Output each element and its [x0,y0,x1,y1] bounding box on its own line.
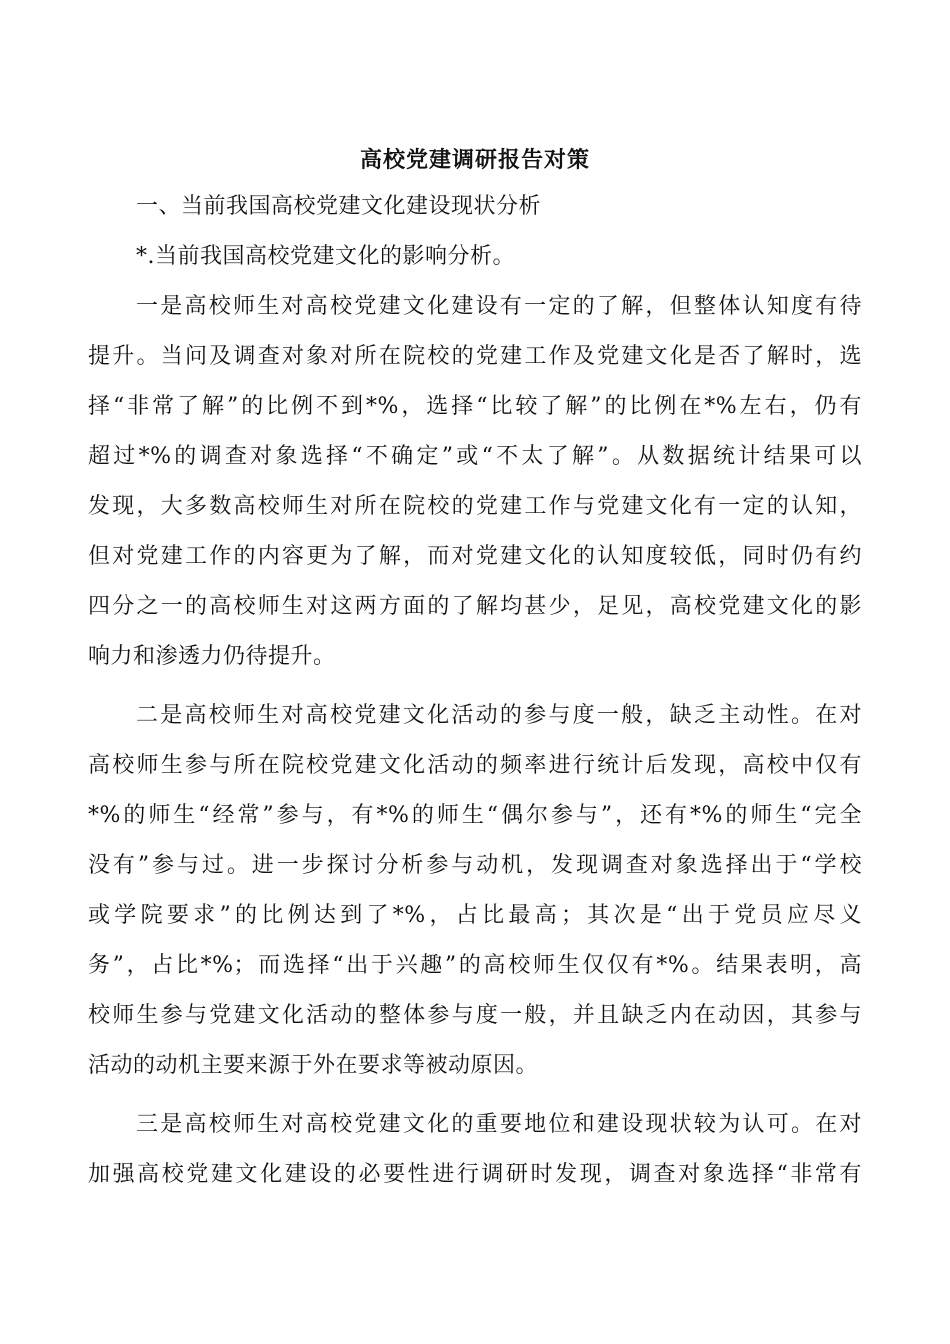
paragraph-line: 高校师生参与所在院校党建文化活动的频率进行统计后发现，高校中仅有 [88,753,862,778]
paragraph-line: 一是高校师生对高校党建文化建设有一定的了解，但整体认知度有待 [136,294,862,319]
section-heading: 一、当前我国高校党建文化建设现状分析 [136,194,542,219]
paragraph-line: 提升。当问及调查对象对所在院校的党建工作及党建文化是否了解时，选 [88,344,862,369]
paragraph-2 [88,691,862,1091]
paragraph-3 [88,1100,862,1200]
paragraph-line: 发现，大多数高校师生对所在院校的党建工作与党建文化有一定的认知， [88,494,862,519]
paragraph-1 [88,282,862,682]
paragraph-line: *%的师生“经常”参与，有*%的师生“偶尔参与”，还有*%的师生“完全 [88,803,862,828]
paragraph-line: 或学院要求”的比例达到了*%，占比最高；其次是“出于党员应尽义 [88,903,862,928]
subheading: *.当前我国高校党建文化的影响分析。 [136,244,515,269]
paragraph-line: 活动的动机主要来源于外在要求等被动原因。 [88,1053,539,1078]
paragraph-line: 加强高校党建文化建设的必要性进行调研时发现，调查对象选择“非常有 [88,1162,862,1187]
paragraph-line: 响力和渗透力仍待提升。 [88,644,336,669]
paragraph-line: 四分之一的高校师生对这两方面的了解均甚少，足见，高校党建文化的影 [88,594,862,619]
paragraph-line: 二是高校师生对高校党建文化活动的参与度一般，缺乏主动性。在对 [136,703,862,728]
paragraph-line: 没有”参与过。进一步探讨分析参与动机，发现调查对象选择出于“学校 [88,853,862,878]
paragraph-line: 超过*%的调查对象选择“不确定”或“不太了解”。从数据统计结果可以 [88,444,862,469]
paragraph-line: 务”，占比*%；而选择“出于兴趣”的高校师生仅仅有*%。结果表明，高 [88,953,862,978]
paragraph-line: 但对党建工作的内容更为了解，而对党建文化的认知度较低，同时仍有约 [88,544,862,569]
paragraph-line: 三是高校师生对高校党建文化的重要地位和建设现状较为认可。在对 [136,1112,862,1137]
document-title: 高校党建调研报告对策 [359,147,590,173]
paragraph-line: 校师生参与党建文化活动的整体参与度一般，并且缺乏内在动因，其参与 [88,1003,862,1028]
paragraph-line: 择“非常了解”的比例不到*%，选择“比较了解”的比例在*%左右，仍有 [88,394,862,419]
